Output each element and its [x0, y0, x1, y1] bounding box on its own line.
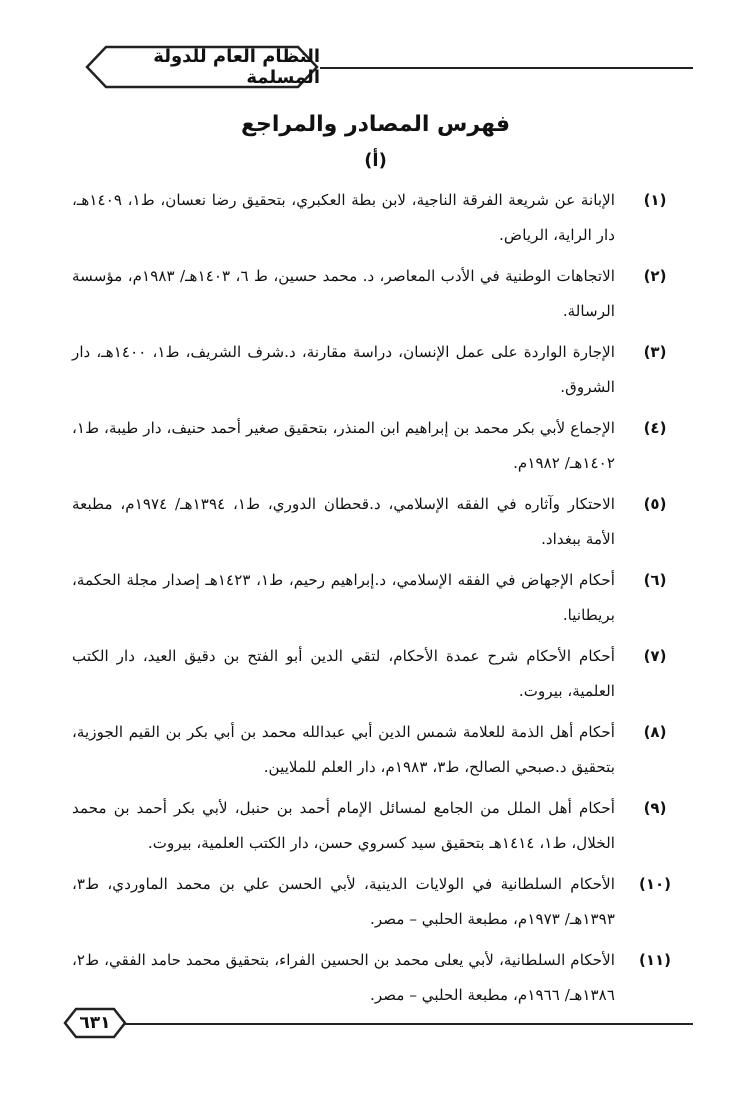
entry-text: الاتجاهات الوطنية في الأدب المعاصر، د. محمد حسين، ط ٦، ١٤٠٣هـ/ ١٩٨٣م، مؤسسة الرسالة.: [72, 267, 616, 320]
bibliography-entry-7: [72, 639, 681, 709]
bibliography-entry-9: [72, 791, 681, 861]
header-rule: [320, 67, 693, 69]
bibliography-entry-10: [72, 867, 681, 937]
entry-number: (١٠): [638, 875, 672, 893]
bibliography-list: [72, 183, 681, 1019]
bibliography-entry-8: [72, 715, 681, 785]
bibliography-entry-11: [72, 943, 681, 1013]
entry-text: أحكام الأحكام شرح عمدة الأحكام، لتقي الدين أبو الفتح بن دقيق العيد، دار الكتب العلمية، بيروت.: [72, 647, 615, 700]
entry-number: (٩): [643, 799, 667, 817]
entry-number: (٨): [643, 723, 667, 741]
entry-text: أحكام الإجهاض في الفقه الإسلامي، د.إبراهيم رحيم، ط١، ١٤٢٣هـ إصدار مجلة الحكمة، بريطانيا.: [72, 571, 615, 624]
section-letter: (أ): [364, 150, 387, 171]
bibliography-entry-3: [72, 335, 681, 405]
entry-number: (٢): [643, 267, 667, 285]
entry-number: (١١): [638, 951, 672, 969]
page-number: ٦٣١: [79, 1013, 111, 1033]
entry-text: أحكام أهل الملل من الجامع لمسائل الإمام أحمد بن حنبل، لأبي بكر أحمد بن محمد الخلال، ط١، ١٤١٤هـ بتحقيق سيد كسروي حسن، دار الكتب العلمية، بيروت.: [72, 799, 615, 852]
entry-text: الأحكام السلطانية، لأبي يعلى محمد بن الحسين الفراء، بتحقيق محمد حامد الفقي، ط٢، ١٣٨٦هـ/ ١٩٦٦م، مطبعة الحلبي – مصر.: [72, 951, 615, 1004]
entry-text: الإجماع لأبي بكر محمد بن إبراهيم ابن المنذر، بتحقيق صغير أحمد حنيف، دار طيبة، ط١، ١٤٠٢هـ/ ١٩٨٢م.: [72, 419, 615, 472]
bibliography-entry-2: [72, 259, 681, 329]
entry-text: أحكام أهل الذمة للعلامة شمس الدين أبي عبدالله محمد بن أبي بكر بن القيم الجوزية، بتحقيق د.صبحي الصالح، ط٣، ١٩٨٣م، دار العلم للملايين.: [72, 723, 615, 776]
bibliography-entry-1: [72, 183, 681, 253]
entry-number: (٤): [643, 419, 667, 437]
bibliography-entry-5: [72, 487, 681, 557]
entry-text: الإبانة عن شريعة الفرقة الناجية، لابن بطة العكبري، بتحقيق رضا نعسان، ط١، ١٤٠٩هـ، دار الراية، الرياض.: [72, 191, 615, 244]
bibliography-entry-4: [72, 411, 681, 481]
entry-text: الإجارة الواردة على عمل الإنسان، دراسة مقارنة، د.شرف الشريف، ط١، ١٤٠٠هـ، دار الشروق.: [72, 343, 615, 396]
running-title: النظام العام للدولة المسلمة: [153, 46, 320, 88]
page-title: فهرس المصادر والمراجع: [240, 112, 511, 137]
entry-number: (١): [643, 191, 667, 209]
entry-text: الاحتكار وآثاره في الفقه الإسلامي، د.قحطان الدوري، ط١، ١٣٩٤هـ/ ١٩٧٤م، مطبعة الأمة ببغداد.: [72, 495, 615, 548]
entry-number: (٥): [643, 495, 667, 513]
entry-number: (٣): [643, 343, 667, 361]
entry-number: (٧): [643, 647, 667, 665]
entry-text: الأحكام السلطانية في الولايات الدينية، لأبي الحسن علي بن محمد الماوردي، ط٣، ١٣٩٣هـ/ ١٩٧٣م، مطبعة الحلبي – مصر.: [72, 875, 615, 928]
bibliography-entry-6: [72, 563, 681, 633]
footer-rule: [120, 1023, 693, 1025]
running-title-badge: [84, 44, 320, 90]
page-number-badge: [62, 1006, 128, 1040]
entry-number: (٦): [643, 571, 667, 589]
